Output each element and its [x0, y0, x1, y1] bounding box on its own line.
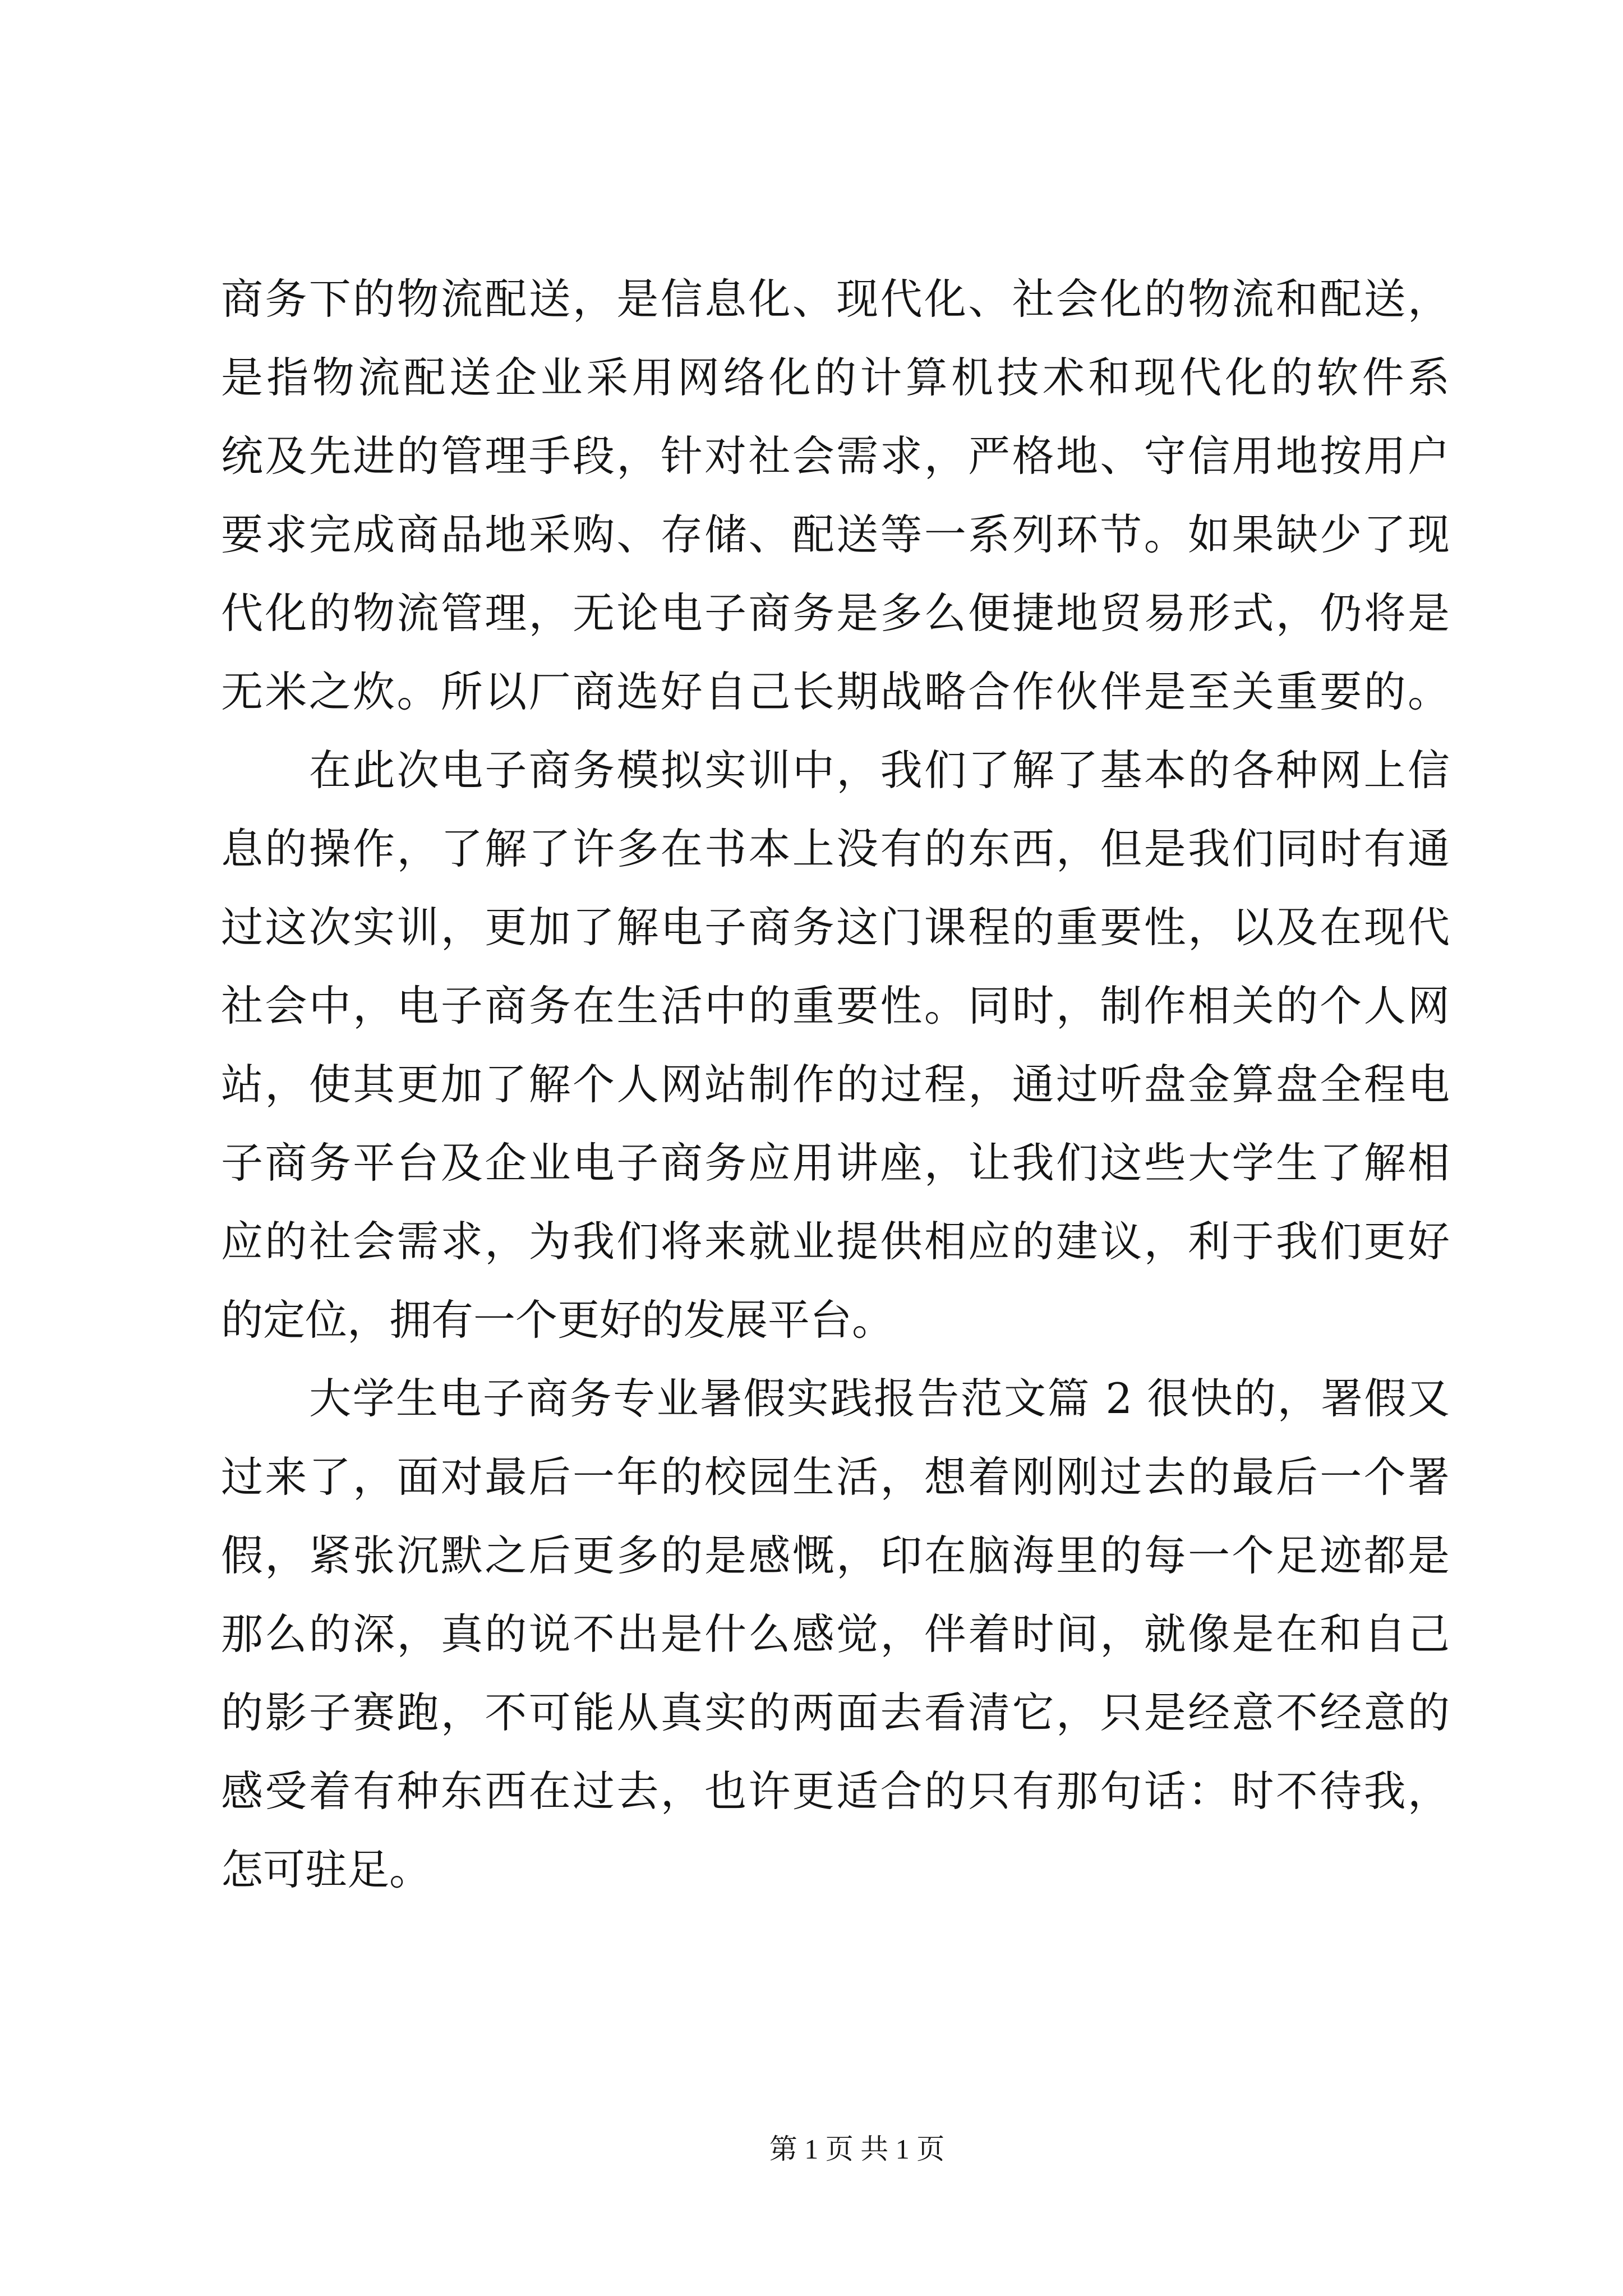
paragraph — [221, 731, 1450, 1359]
text-line: 站，使其更加了解个人网站制作的过程，通过听盘金算盘全程电 — [221, 1060, 1450, 1109]
text-line: 息的操作，了解了许多在书本上没有的东西，但是我们同时有通 — [221, 824, 1450, 873]
text-line: 无米之炊。所以厂商选好自己长期战略合作伙伴是至关重要的。 — [221, 667, 1450, 716]
text-line: 商务下的物流配送，是信息化、现代化、社会化的物流和配送， — [221, 274, 1450, 324]
text-line: 的影子赛跑，不可能从真实的两面去看清它，只是经意不经意的 — [221, 1688, 1450, 1737]
text-line: 统及先进的管理手段，针对社会需求，严格地、守信用地按用户 — [221, 431, 1450, 481]
text-line: 要求完成商品地采购、存储、配送等一系列环节。如果缺少了现 — [221, 510, 1450, 559]
text-line: 那么的深，真的说不出是什么感觉，伴着时间，就像是在和自己 — [221, 1609, 1450, 1659]
text-line: 在此次电子商务模拟实训中，我们了解了基本的各种网上信 — [309, 746, 1450, 795]
text-line: 怎可驻足。 — [221, 1845, 432, 1894]
document-body — [221, 260, 1450, 1909]
text-line: 大学生电子商务专业暑假实践报告范文篇 2 很快的，署假又 — [309, 1374, 1450, 1423]
text-line: 假，紧张沉默之后更多的是感慨，印在脑海里的每一个足迹都是 — [221, 1531, 1450, 1580]
text-line: 代化的物流管理，无论电子商务是多么便捷地贸易形式，仍将是 — [221, 588, 1450, 638]
text-line: 社会中，电子商务在生活中的重要性。同时，制作相关的个人网 — [221, 981, 1450, 1030]
text-line: 应的社会需求，为我们将来就业提供相应的建议，利于我们更好 — [221, 1217, 1450, 1266]
text-line: 子商务平台及企业电子商务应用讲座，让我们这些大学生了解相 — [221, 1138, 1450, 1188]
text-line: 的定位，拥有一个更好的发展平台。 — [221, 1295, 895, 1345]
paragraph — [221, 1359, 1450, 1909]
text-line: 过这次实训，更加了解电子商务这门课程的重要性，以及在现代 — [221, 903, 1450, 952]
text-line: 是指物流配送企业采用网络化的计算机技术和现代化的软件系 — [221, 353, 1450, 402]
page-number-footer: 第 1 页 共 1 页 — [769, 2133, 945, 2165]
text-line: 过来了，面对最后一年的校园生活，想着刚刚过去的最后一个署 — [221, 1452, 1450, 1502]
text-line: 感受着有种东西在过去，也许更适合的只有那句话：时不待我， — [221, 1766, 1450, 1816]
paragraph — [221, 260, 1450, 731]
